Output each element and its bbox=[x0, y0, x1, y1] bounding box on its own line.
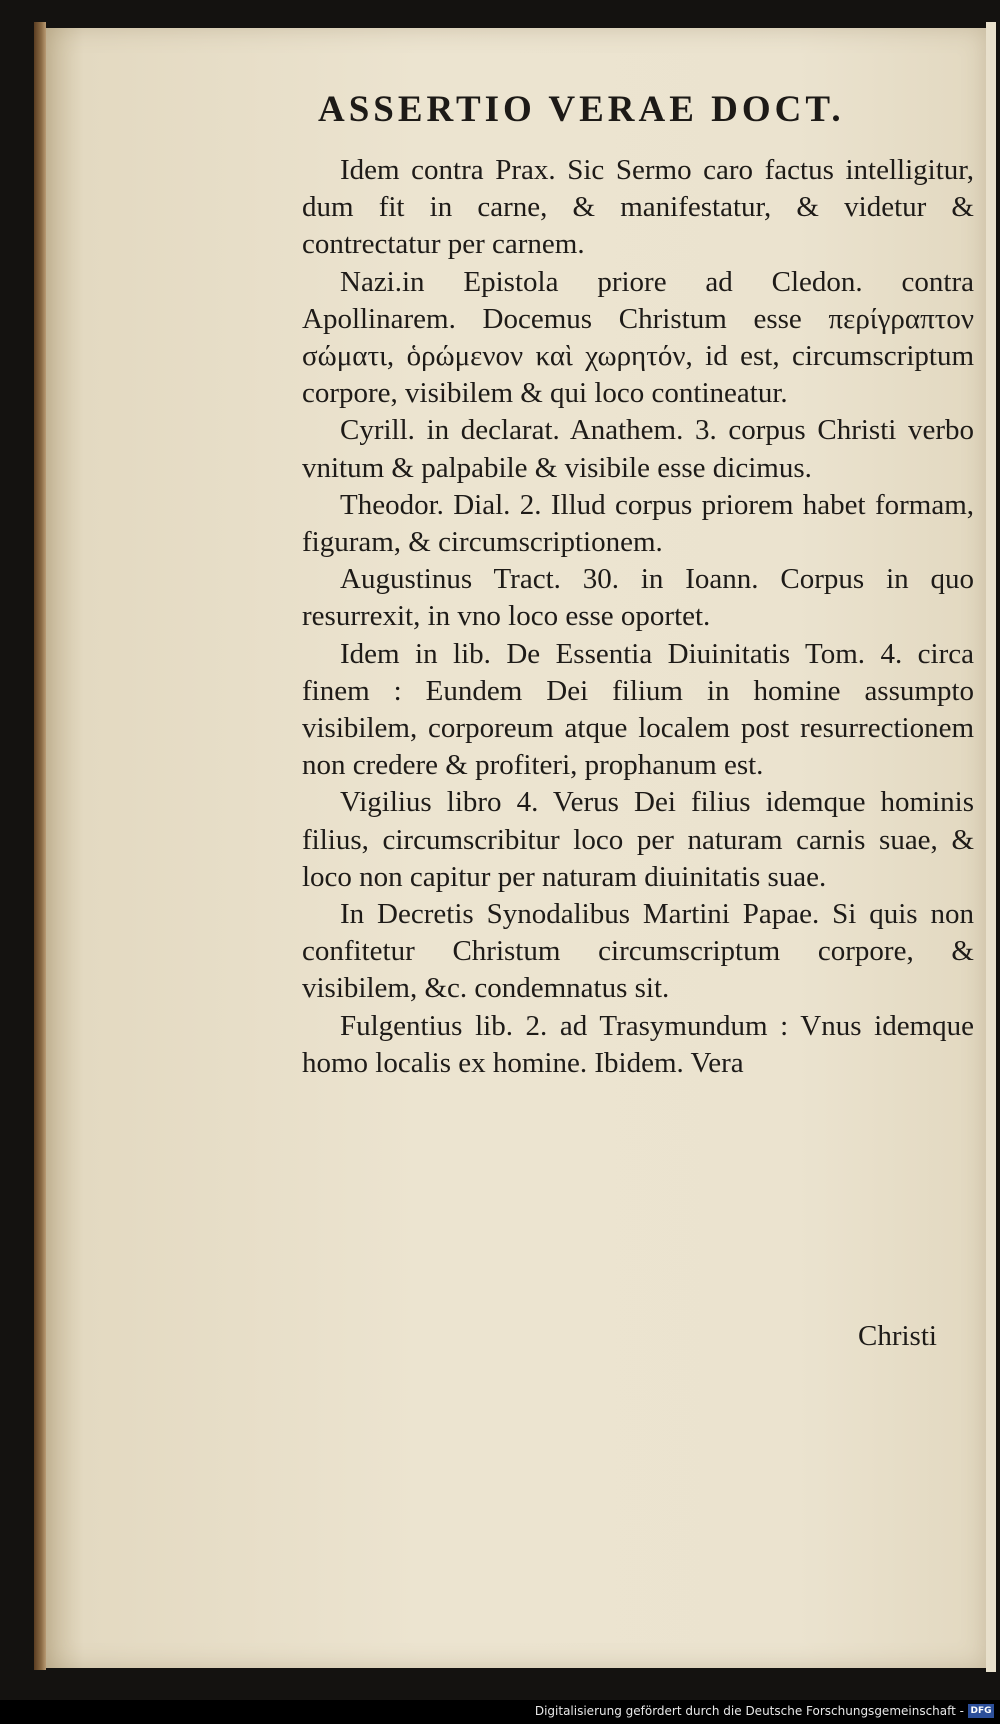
paragraph: Theodor. Dial. 2. Illud corpus priorem habet formam, figuram, & circumscriptionem. bbox=[302, 488, 974, 559]
paragraph: Fulgentius lib. 2. ad Trasymundum : Vnus idemque homo localis ex homine. Ibidem. Vera bbox=[302, 1009, 974, 1079]
dfg-logo-icon: DFG bbox=[968, 1704, 994, 1718]
paragraph: Idem in lib. De Essentia Diuinitatis Tom. 4. circa finem : Eundem Dei filium in homine assumpto visibilem, corporeum atque localem post resurrectionem non credere & profiteri, prophanum est. bbox=[302, 637, 974, 782]
right-page-edge bbox=[986, 22, 996, 1672]
paragraph: Cyrill. in declarat. Anathem. 3. corpus Christi verbo vnitum & palpabile & visibile esse dicimus. bbox=[302, 414, 974, 484]
paragraph: Augustinus Tract. 30. in Ioann. Corpus in quo resurrexit, in vno loco esse oportet. bbox=[302, 563, 974, 633]
paragraph: Idem contra Prax. Sic Sermo caro factus intelligitur, dum fit in carne, & manifestatur, & videtur & contrectatur per carnem. bbox=[302, 154, 974, 261]
digitization-credit: Digitalisierung gefördert durch die Deutsche Forschungsgemeinschaft - bbox=[534, 1704, 964, 1718]
paragraph: In Decretis Synodalibus Martini Papae. Si quis non confitetur Christum circumscriptum corpore, & visibilem, &c. condemnatus sit. bbox=[302, 898, 974, 1005]
page-edge bbox=[34, 22, 46, 1670]
catchword: Christi bbox=[858, 1320, 937, 1352]
footer-bar bbox=[0, 1700, 1000, 1724]
running-head: ASSERTIO VERAE DOCT. bbox=[318, 89, 845, 130]
body-text bbox=[302, 152, 974, 1082]
paragraph: Nazi.in Epistola priore ad Cledon. contra Apollinarem. Docemus Christum esse περίγραπτον σώματι, ὁρώμενον καὶ χωρητόν, id est, circumscriptum corpore, visibilem & qui loco contineatur. bbox=[302, 265, 974, 410]
paragraph: Vigilius libro 4. Verus Dei filius idemque hominis filius, circumscribitur loco per naturam carnis suae, & loco non capitur per naturam diuinitatis suae. bbox=[302, 786, 974, 893]
